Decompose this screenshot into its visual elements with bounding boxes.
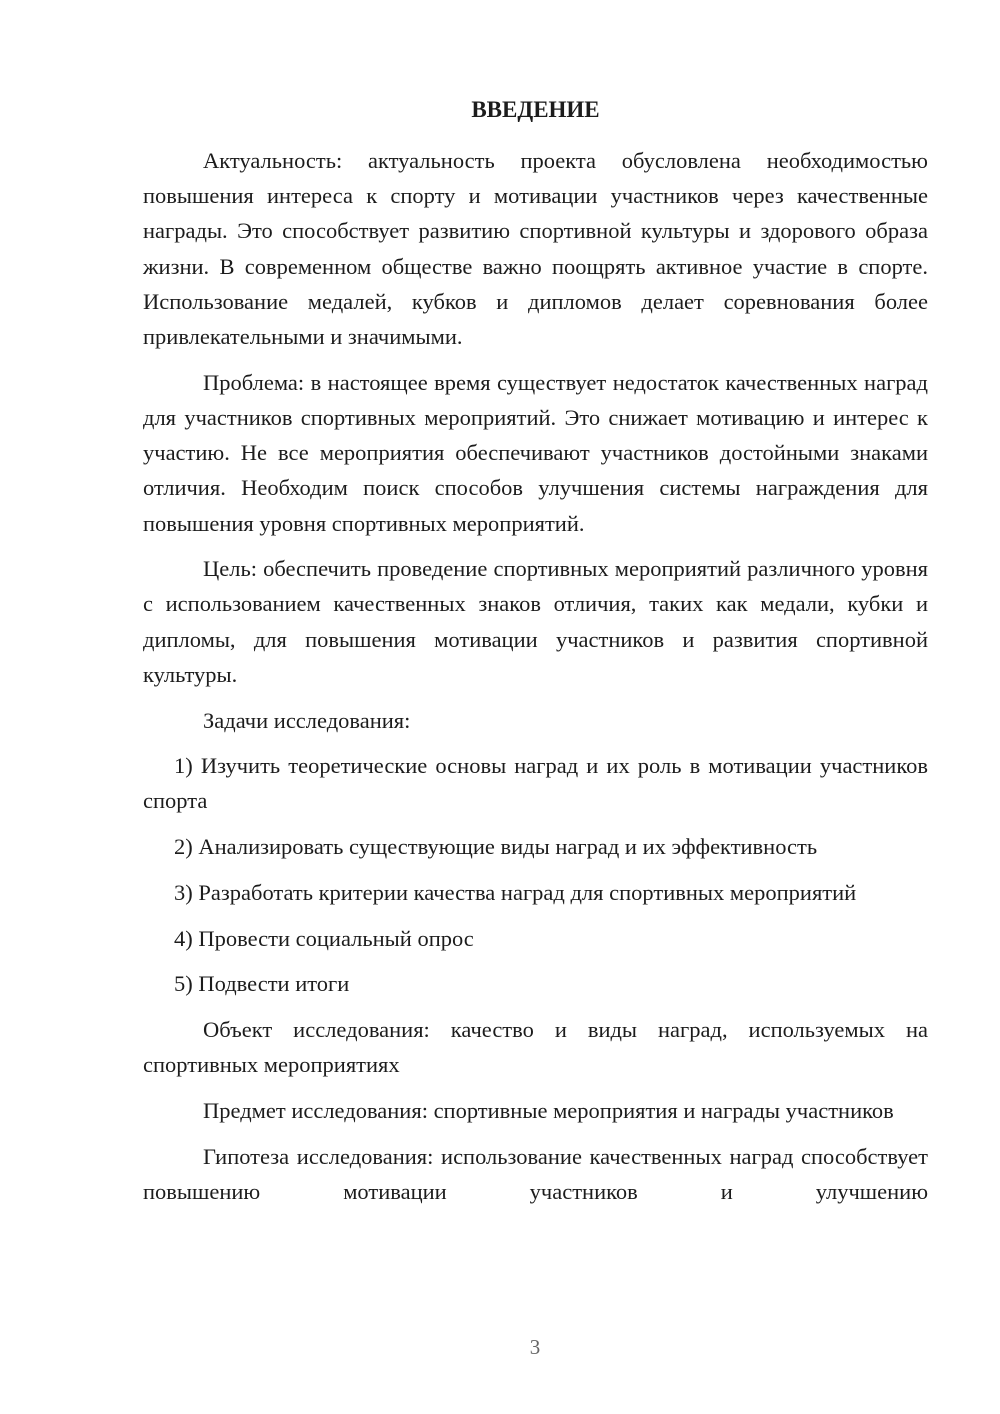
relevance-paragraph: Актуальность: актуальность проекта обусловлена необходимостью повышения интереса к спорту и мотивации участников через качественные награды. Это способствует развитию спортивной культуры и здорового образа жизни. В современном обществе важно поощрять активное участие в спорте. Использование медалей, кубков и дипломов делает соревнования более привлекательными и значимыми.: [143, 148, 928, 350]
document-body: [143, 143, 928, 1219]
tasks-heading: Задачи исследования:: [203, 707, 411, 733]
task-item: 3) Разработать критерии качества наград для спортивных мероприятий: [174, 879, 857, 905]
hypothesis-paragraph: Гипотеза исследования: использование качественных наград способствует повышению мотивации участников и улучшению: [143, 1143, 928, 1204]
goal-paragraph: Цель: обеспечить проведение спортивных мероприятий различного уровня с использованием качественных знаков отличия, таких как медали, кубки и дипломы, для повышения мотивации участников и развития спортивной культуры.: [143, 556, 928, 687]
page-number: 3: [529, 1335, 541, 1359]
research-subject-paragraph: Предмет исследования: спортивные мероприятия и награды участников: [203, 1097, 894, 1123]
task-item: 2) Анализировать существующие виды наград и их эффективность: [174, 834, 818, 860]
task-item: 1) Изучить теоретические основы наград и их роль в мотивации участников спорта: [143, 753, 928, 814]
research-object-paragraph: Объект исследования: качество и виды наград, используемых на спортивных мероприятиях: [143, 1016, 928, 1078]
task-item: 4) Провести социальный опрос: [174, 925, 474, 951]
section-heading: ВВЕДЕНИЕ: [471, 97, 600, 122]
task-item: 5) Подвести итоги: [174, 971, 350, 997]
problem-paragraph: Проблема: в настоящее время существует недостаток качественных наград для участников спортивных мероприятий. Это снижает мотивацию и интерес к участию. Не все мероприятия обеспечивают участников достойными знаками отличия. Необходим поиск способов улучшения системы награждения для повышения уровня спортивных мероприятий.: [143, 369, 928, 536]
